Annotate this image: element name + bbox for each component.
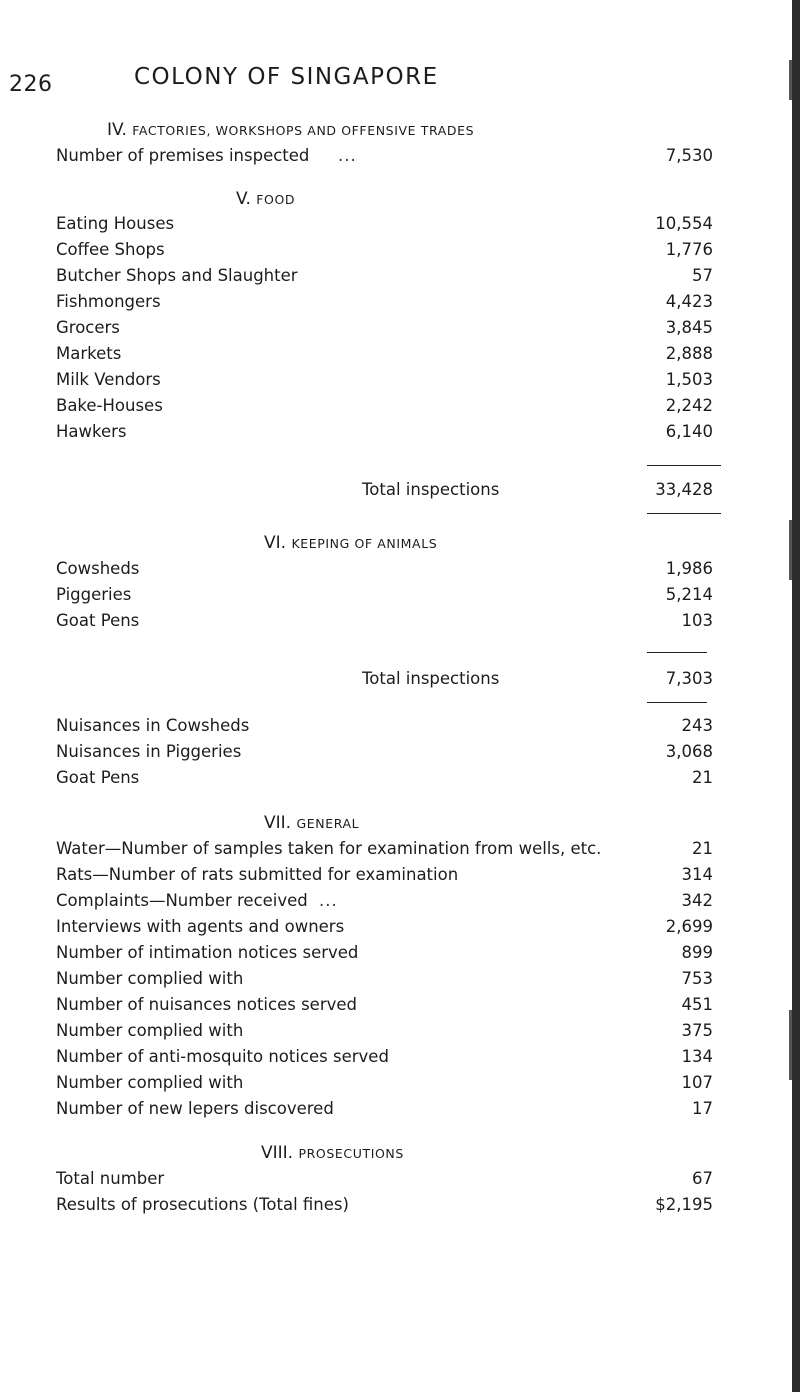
table-row (56, 865, 713, 889)
row-label: Nuisances in Cowsheds (56, 716, 250, 735)
table-row (56, 995, 713, 1019)
table-row (56, 611, 713, 635)
row-label: Bake-Houses (56, 396, 163, 415)
total-rule (647, 513, 721, 514)
scan-edge-mark (789, 1010, 792, 1080)
table-row (56, 146, 713, 170)
table-row (56, 742, 713, 766)
row-label: Number of intimation notices served (56, 943, 359, 962)
section-v-heading (236, 189, 295, 209)
row-value: 243 (681, 716, 713, 735)
section-vi-numeral: VI. (264, 533, 287, 553)
running-title: COLONY OF SINGAPORE (134, 64, 439, 90)
row-value: 1,776 (665, 240, 713, 259)
table-row (56, 839, 713, 863)
row-label: Interviews with agents and owners (56, 917, 345, 936)
row-value: 57 (692, 266, 713, 285)
row-label: Piggeries (56, 585, 132, 604)
row-label: Coffee Shops (56, 240, 165, 259)
section-v-total-label: Total inspections (362, 480, 500, 499)
total-rule (647, 702, 707, 703)
dot-leaders: ... (319, 891, 338, 910)
row-label: Goat Pens (56, 768, 140, 787)
section-iv-numeral: IV. (107, 120, 127, 140)
row-label: Water—Number of samples taken for examination from wells, etc. (56, 839, 602, 858)
table-row (56, 891, 713, 915)
row-value: 3,845 (665, 318, 713, 337)
table-row (56, 585, 713, 609)
page-number: 226 (9, 72, 53, 97)
row-value: 753 (681, 969, 713, 988)
row-label: Complaints—Number received (56, 891, 308, 910)
section-viii-title: PROSECUTIONS (298, 1146, 404, 1161)
row-value: 3,068 (665, 742, 713, 761)
row-value: 1,986 (665, 559, 713, 578)
table-row (56, 214, 713, 238)
row-label: Goat Pens (56, 611, 140, 630)
table-row (56, 240, 713, 264)
row-label: Fishmongers (56, 292, 161, 311)
row-label: Number complied with (56, 969, 244, 988)
table-row (56, 1021, 713, 1045)
row-value: 6,140 (665, 422, 713, 441)
row-value: 21 (692, 839, 713, 858)
row-label: Cowsheds (56, 559, 140, 578)
table-row (56, 370, 713, 394)
row-label: Grocers (56, 318, 120, 337)
dot-leaders: ... (338, 146, 357, 165)
table-row (56, 943, 713, 967)
row-label: Number complied with (56, 1073, 244, 1092)
row-label: Eating Houses (56, 214, 175, 233)
row-label: Nuisances in Piggeries (56, 742, 242, 761)
row-value: 7,530 (665, 146, 713, 165)
row-value: 2,888 (665, 344, 713, 363)
row-value: 67 (692, 1169, 713, 1188)
row-label: Number of premises inspected (56, 146, 310, 165)
table-row (56, 422, 713, 446)
row-value: 342 (681, 891, 713, 910)
row-value: 2,699 (665, 917, 713, 936)
table-row (56, 768, 713, 792)
section-vii-numeral: VII. (264, 813, 292, 833)
row-label: Milk Vendors (56, 370, 161, 389)
section-viii-heading (261, 1143, 404, 1163)
row-value: 2,242 (665, 396, 713, 415)
table-row (56, 344, 713, 368)
section-vii-heading (264, 813, 359, 833)
section-vii-title: GENERAL (296, 816, 360, 831)
row-value: 899 (681, 943, 713, 962)
row-value: 4,423 (665, 292, 713, 311)
total-rule (647, 652, 707, 653)
section-vi-heading (264, 533, 437, 553)
row-value: 10,554 (655, 214, 713, 233)
section-v-total-value: 33,428 (655, 480, 713, 499)
row-value: 1,503 (665, 370, 713, 389)
table-row (56, 969, 713, 993)
row-label: Number of new lepers discovered (56, 1099, 334, 1118)
section-viii-numeral: VIII. (261, 1143, 294, 1163)
table-row (56, 559, 713, 583)
row-value: 314 (681, 865, 713, 884)
row-value: 134 (681, 1047, 713, 1066)
row-label: Results of prosecutions (Total fines) (56, 1195, 349, 1214)
scan-edge-mark (789, 60, 792, 100)
row-label: Total number (56, 1169, 165, 1188)
row-value: 375 (681, 1021, 713, 1040)
scan-edge-mark (789, 520, 792, 580)
table-row (56, 716, 713, 740)
row-label: Number of anti-mosquito notices served (56, 1047, 389, 1066)
table-row (56, 292, 713, 316)
table-row (56, 1047, 713, 1071)
row-value: 21 (692, 768, 713, 787)
table-row (56, 266, 713, 290)
total-rule (647, 465, 721, 466)
row-value: 103 (681, 611, 713, 630)
table-row (56, 917, 713, 941)
row-value: 107 (681, 1073, 713, 1092)
row-label: Butcher Shops and Slaughter (56, 266, 298, 285)
table-row (56, 1169, 713, 1193)
row-label: Hawkers (56, 422, 127, 441)
table-row (56, 1073, 713, 1097)
table-row (56, 1195, 713, 1219)
scan-edge-shadow (792, 0, 800, 1392)
table-row (56, 318, 713, 342)
row-value: 17 (692, 1099, 713, 1118)
section-v-numeral: V. (236, 189, 251, 209)
row-label: Rats—Number of rats submitted for examination (56, 865, 459, 884)
row-label: Markets (56, 344, 122, 363)
section-iv-title: FACTORIES, WORKSHOPS AND OFFENSIVE TRADES (132, 123, 475, 138)
table-row (56, 396, 713, 420)
row-label: Number of nuisances notices served (56, 995, 357, 1014)
row-label: Number complied with (56, 1021, 244, 1040)
section-vi-total-label: Total inspections (362, 669, 500, 688)
section-iv-heading (107, 120, 474, 140)
row-value: 451 (681, 995, 713, 1014)
section-vi-title: KEEPING OF ANIMALS (291, 536, 438, 551)
row-value: 5,214 (665, 585, 713, 604)
section-vi-total-value: 7,303 (665, 669, 713, 688)
section-v-title: FOOD (256, 192, 296, 207)
table-row (56, 1099, 713, 1123)
row-value: $2,195 (655, 1195, 713, 1214)
